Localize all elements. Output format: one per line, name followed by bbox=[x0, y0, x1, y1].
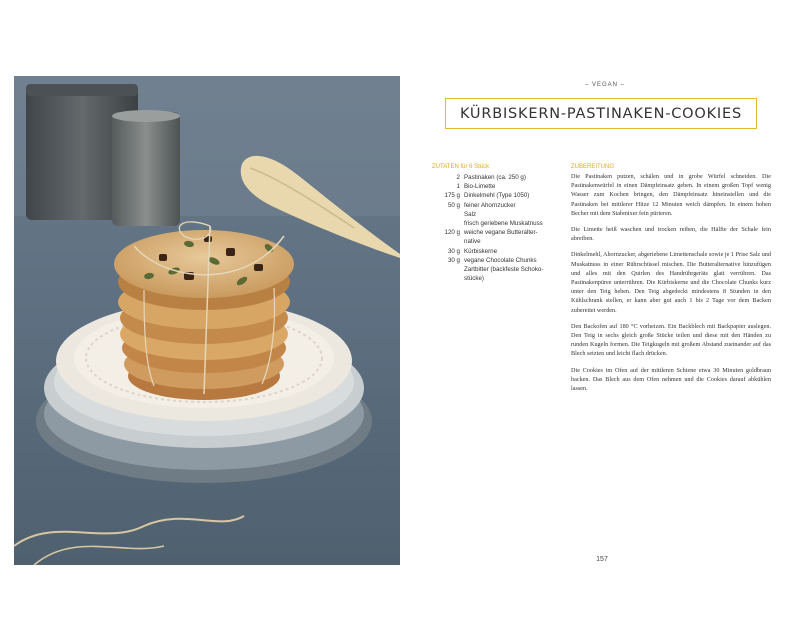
ingredient-row bbox=[430, 191, 558, 200]
ingredient-qty: 2 bbox=[456, 174, 460, 181]
ingredient-row bbox=[430, 274, 558, 283]
preparation-heading: ZUBEREITUNG bbox=[571, 164, 615, 170]
ingredient-qty: 175 g bbox=[444, 192, 460, 200]
cookie-stack-illustration bbox=[14, 76, 400, 565]
preparation-paragraph: Die Pastinaken putzen, schälen und in grobe Würfel schneiden. Die Pastinakenwürfel in einen Dämpfeinsatz geben. In einem großen Topf wenig Wasser zum Kochen bringen, den Dämpfeinsatz hineinstellen und die Pastinaken bei mittlerer Hitze 12 Minuten weich dämpfen. In einem hohen Becher mit dem Stabmixer fein pürieren. bbox=[571, 173, 771, 217]
ingredient-text: Bio-Limette bbox=[464, 183, 496, 191]
ingredients-heading: ZUTATEN für 6 Stück bbox=[432, 164, 490, 170]
recipe-title-box bbox=[445, 98, 757, 129]
ingredient-qty bbox=[430, 237, 464, 246]
ingredient-qty bbox=[430, 265, 464, 274]
ingredient-row bbox=[430, 228, 558, 237]
ingredient-qty: 30 g bbox=[447, 247, 460, 255]
preparation-text bbox=[571, 172, 771, 400]
ingredients-list bbox=[430, 173, 558, 283]
ingredient-qty: 120 g bbox=[444, 229, 460, 237]
ingredient-text: Salz bbox=[464, 210, 477, 218]
ingredient-text: Kürbiskerne bbox=[464, 247, 498, 255]
ingredient-row bbox=[430, 219, 558, 228]
ingredient-text: native bbox=[464, 238, 481, 246]
preparation-paragraph: Die Cookies im Ofen auf der mittleren Schiene etwa 30 Minuten goldbraun backen. Das Blech aus dem Ofen nehmen und die Cookies darauf abkühlen lassen. bbox=[571, 366, 771, 393]
ingredient-text: Zartbitter (backfeste Schoko- bbox=[464, 266, 544, 274]
ingredient-text: feiner Ahornzucker bbox=[464, 201, 516, 209]
ingredient-text: Pastinaken (ca. 250 g) bbox=[464, 174, 526, 181]
preparation-paragraph: Den Backofen auf 180 °C vorheizen. Ein Backblech mit Backpapier auslegen. Den Teig in sechs gleich große Stücke teilen und diese mit den Händen zu runden Kugeln formen. Die Teigkugeln mit großem Abstand zueinander auf das Blech setzten und leicht flach drücken. bbox=[571, 322, 771, 358]
recipe-photo bbox=[14, 76, 400, 565]
ingredient-row bbox=[430, 173, 558, 182]
ingredient-qty bbox=[430, 274, 464, 283]
ingredient-qty: 30 g bbox=[447, 256, 460, 264]
ingredient-row bbox=[430, 256, 558, 265]
cookie-stack bbox=[114, 222, 294, 400]
ingredient-row bbox=[430, 182, 558, 191]
ingredient-qty: 1 bbox=[456, 183, 460, 191]
ingredient-text: Dinkelmehl (Type 1050) bbox=[464, 192, 530, 200]
ingredient-text: frisch geriebene Muskatnuss bbox=[464, 220, 543, 228]
preparation-paragraph: Dinkelmehl, Ahornzucker, abgeriebene Limettenschale sowie je 1 Prise Salz und Muskatnuss in einer Rührschüssel mischen. Die Butteralternative hinzufügen und alles mit den Quirlen des Handrührgeräts glatt verrühren. Das Pastinakenpüree unterrühren. Die Kürbiskerne und die Chocolate Chunks kurz unter den Teig heben. Den Teig abgedeckt mindestens 8 Stunden in den Kühlschrank stellen, er kann aber gut auch 1 bis 2 Tage vor dem Backen zubereitet werden. bbox=[571, 251, 771, 314]
ingredient-text: vegane Chocolate Chunks bbox=[464, 256, 537, 264]
tin-canister-small bbox=[112, 110, 180, 226]
ingredient-row bbox=[430, 247, 558, 256]
ingredient-row bbox=[430, 201, 558, 210]
ingredient-text: stücke) bbox=[464, 275, 484, 283]
recipe-title: KÜRBISKERN-PASTINAKEN-COOKIES bbox=[460, 105, 742, 122]
ingredient-qty bbox=[430, 210, 464, 219]
category-label: – VEGAN – bbox=[584, 82, 625, 88]
ingredient-qty: 50 g bbox=[447, 201, 460, 209]
ingredient-text: weiche vegane Butteralter- bbox=[464, 229, 538, 237]
ingredient-row bbox=[430, 237, 558, 246]
ingredient-row bbox=[430, 210, 558, 219]
preparation-paragraph: Die Limette heiß waschen und trocken reiben, die Hälfte der Schale fein abreiben. bbox=[571, 226, 771, 243]
ingredient-qty bbox=[430, 219, 464, 228]
page-number: 157 bbox=[596, 556, 608, 563]
ingredient-row bbox=[430, 265, 558, 274]
